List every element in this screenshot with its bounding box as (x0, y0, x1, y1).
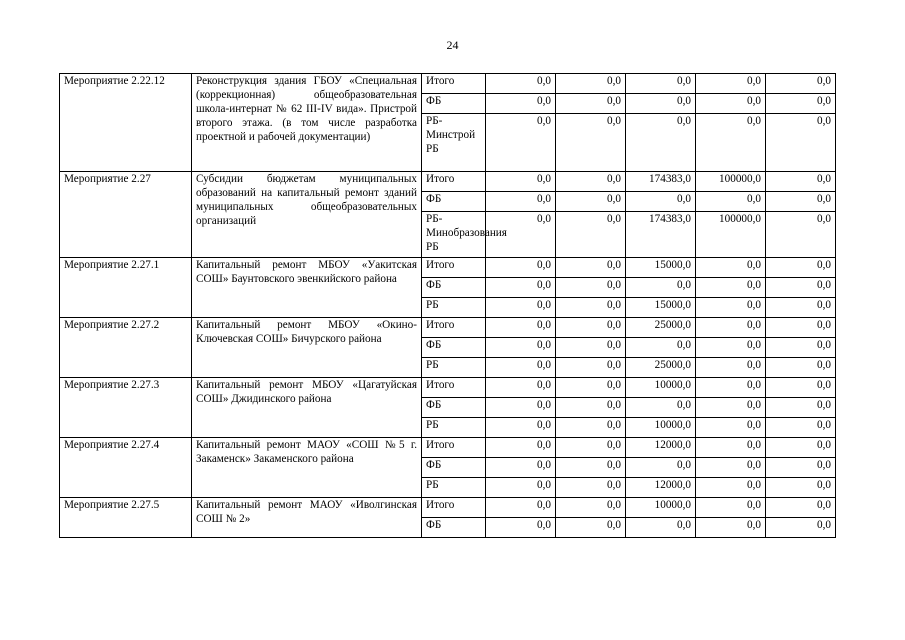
amount-cell: 0,0 (486, 114, 556, 172)
activity-cell: Мероприятие 2.22.12 (60, 74, 192, 172)
activity-cell: Мероприятие 2.27.3 (60, 378, 192, 438)
activity-cell: Мероприятие 2.27.1 (60, 258, 192, 318)
amount-cell: 10000,0 (626, 418, 696, 438)
amount-cell: 0,0 (766, 172, 836, 192)
amount-cell: 0,0 (486, 298, 556, 318)
amount-cell: 0,0 (766, 318, 836, 338)
amount-cell: 0,0 (696, 378, 766, 398)
description-cell: Капитальный ремонт МАОУ «Иволгинская СОШ № 2» (192, 498, 422, 538)
amount-cell: 0,0 (556, 498, 626, 518)
amount-cell: 0,0 (696, 114, 766, 172)
amount-cell: 0,0 (696, 518, 766, 538)
amount-cell: 0,0 (486, 212, 556, 258)
funding-source-cell: ФБ (422, 278, 486, 298)
table-row (60, 498, 836, 518)
description-cell: Капитальный ремонт МБОУ «Цагатуйская СОШ» Джидинского района (192, 378, 422, 438)
amount-cell: 0,0 (766, 378, 836, 398)
amount-cell: 0,0 (556, 418, 626, 438)
amount-cell: 0,0 (696, 358, 766, 378)
amount-cell: 0,0 (486, 318, 556, 338)
funding-source-cell: Итого (422, 498, 486, 518)
amount-cell: 0,0 (626, 518, 696, 538)
amount-cell: 0,0 (766, 418, 836, 438)
amount-cell: 0,0 (486, 358, 556, 378)
amount-cell: 0,0 (766, 458, 836, 478)
amount-cell: 0,0 (766, 298, 836, 318)
amount-cell: 0,0 (626, 458, 696, 478)
amount-cell: 0,0 (766, 258, 836, 278)
amount-cell: 0,0 (486, 172, 556, 192)
amount-cell: 0,0 (556, 518, 626, 538)
amount-cell: 0,0 (626, 94, 696, 114)
funding-source-cell: ФБ (422, 338, 486, 358)
funding-source-cell: Итого (422, 378, 486, 398)
amount-cell: 0,0 (486, 338, 556, 358)
amount-cell: 0,0 (556, 278, 626, 298)
amount-cell: 174383,0 (626, 212, 696, 258)
amount-cell: 0,0 (626, 74, 696, 94)
funding-source-cell: РБ (422, 418, 486, 438)
amount-cell: 0,0 (556, 458, 626, 478)
table-row (60, 74, 836, 94)
amount-cell: 0,0 (556, 114, 626, 172)
amount-cell: 0,0 (486, 398, 556, 418)
amount-cell: 0,0 (696, 398, 766, 418)
budget-table (59, 73, 836, 538)
funding-source-cell: РБ (422, 298, 486, 318)
amount-cell: 0,0 (696, 94, 766, 114)
table-row (60, 258, 836, 278)
amount-cell: 0,0 (766, 212, 836, 258)
funding-source-cell: ФБ (422, 398, 486, 418)
amount-cell: 0,0 (626, 114, 696, 172)
amount-cell: 0,0 (766, 74, 836, 94)
amount-cell: 10000,0 (626, 378, 696, 398)
amount-cell: 0,0 (556, 438, 626, 458)
funding-source-cell: ФБ (422, 458, 486, 478)
amount-cell: 0,0 (486, 278, 556, 298)
activity-cell: Мероприятие 2.27 (60, 172, 192, 258)
amount-cell: 0,0 (486, 378, 556, 398)
amount-cell: 0,0 (696, 498, 766, 518)
amount-cell: 0,0 (766, 278, 836, 298)
amount-cell: 0,0 (696, 74, 766, 94)
funding-source-cell: Итого (422, 258, 486, 278)
amount-cell: 0,0 (486, 258, 556, 278)
amount-cell: 0,0 (766, 498, 836, 518)
amount-cell: 0,0 (556, 172, 626, 192)
amount-cell: 0,0 (766, 94, 836, 114)
funding-source-cell: ФБ (422, 518, 486, 538)
funding-source-cell: Итого (422, 438, 486, 458)
amount-cell: 0,0 (556, 192, 626, 212)
amount-cell: 0,0 (556, 378, 626, 398)
amount-cell: 0,0 (696, 418, 766, 438)
amount-cell: 15000,0 (626, 258, 696, 278)
amount-cell: 0,0 (486, 498, 556, 518)
amount-cell: 0,0 (556, 478, 626, 498)
amount-cell: 0,0 (696, 338, 766, 358)
funding-source-cell: ФБ (422, 192, 486, 212)
amount-cell: 25000,0 (626, 318, 696, 338)
amount-cell: 0,0 (486, 438, 556, 458)
amount-cell: 0,0 (766, 338, 836, 358)
amount-cell: 0,0 (486, 478, 556, 498)
amount-cell: 0,0 (556, 74, 626, 94)
amount-cell: 0,0 (556, 258, 626, 278)
amount-cell: 0,0 (556, 358, 626, 378)
amount-cell: 0,0 (486, 418, 556, 438)
table-row (60, 318, 836, 338)
amount-cell: 100000,0 (696, 212, 766, 258)
activity-cell: Мероприятие 2.27.2 (60, 318, 192, 378)
amount-cell: 0,0 (696, 318, 766, 338)
amount-cell: 0,0 (556, 338, 626, 358)
table-row (60, 378, 836, 398)
amount-cell: 0,0 (766, 114, 836, 172)
funding-source-cell: Итого (422, 74, 486, 94)
description-cell: Реконструкция здания ГБОУ «Специальная (коррекционная) общеобразовательная школа-интернат № 62 III-IV вида». Пристрой второго этажа. (в том числе разработка проектной и рабочей документации) (192, 74, 422, 172)
amount-cell: 0,0 (556, 212, 626, 258)
amount-cell: 0,0 (626, 398, 696, 418)
amount-cell: 12000,0 (626, 478, 696, 498)
amount-cell: 0,0 (696, 258, 766, 278)
amount-cell: 174383,0 (626, 172, 696, 192)
amount-cell: 25000,0 (626, 358, 696, 378)
amount-cell: 0,0 (556, 318, 626, 338)
funding-source-cell: РБ-Минобразования РБ (422, 212, 486, 258)
description-cell: Субсидии бюджетам муниципальных образований на капитальный ремонт зданий муниципальных общеобразовательных организаций (192, 172, 422, 258)
amount-cell: 10000,0 (626, 498, 696, 518)
amount-cell: 15000,0 (626, 298, 696, 318)
table-row (60, 172, 836, 192)
funding-source-cell: РБ (422, 478, 486, 498)
amount-cell: 0,0 (556, 298, 626, 318)
amount-cell: 0,0 (556, 398, 626, 418)
table-row (60, 438, 836, 458)
description-cell: Капитальный ремонт МАОУ «СОШ №5 г. Закаменск» Закаменского района (192, 438, 422, 498)
amount-cell: 0,0 (766, 192, 836, 212)
description-cell: Капитальный ремонт МБОУ «Окино-Ключевская СОШ» Бичурского района (192, 318, 422, 378)
amount-cell: 0,0 (626, 192, 696, 212)
amount-cell: 0,0 (626, 338, 696, 358)
activity-cell: Мероприятие 2.27.5 (60, 498, 192, 538)
amount-cell: 0,0 (696, 478, 766, 498)
amount-cell: 0,0 (766, 438, 836, 458)
amount-cell: 0,0 (696, 192, 766, 212)
amount-cell: 0,0 (696, 438, 766, 458)
description-cell: Капитальный ремонт МБОУ «Уакитская СОШ» Баунтовского эвенкийского района (192, 258, 422, 318)
amount-cell: 0,0 (486, 94, 556, 114)
funding-source-cell: Итого (422, 318, 486, 338)
amount-cell: 0,0 (486, 74, 556, 94)
amount-cell: 0,0 (766, 358, 836, 378)
amount-cell: 0,0 (486, 192, 556, 212)
amount-cell: 0,0 (486, 518, 556, 538)
amount-cell: 0,0 (556, 94, 626, 114)
funding-source-cell: РБ-Минстрой РБ (422, 114, 486, 172)
amount-cell: 0,0 (766, 398, 836, 418)
funding-source-cell: РБ (422, 358, 486, 378)
amount-cell: 0,0 (696, 458, 766, 478)
amount-cell: 0,0 (486, 458, 556, 478)
amount-cell: 100000,0 (696, 172, 766, 192)
amount-cell: 12000,0 (626, 438, 696, 458)
funding-source-cell: Итого (422, 172, 486, 192)
activity-cell: Мероприятие 2.27.4 (60, 438, 192, 498)
page-number: 24 (446, 38, 459, 52)
amount-cell: 0,0 (766, 518, 836, 538)
amount-cell: 0,0 (696, 298, 766, 318)
funding-source-cell: ФБ (422, 94, 486, 114)
amount-cell: 0,0 (696, 278, 766, 298)
amount-cell: 0,0 (626, 278, 696, 298)
amount-cell: 0,0 (766, 478, 836, 498)
